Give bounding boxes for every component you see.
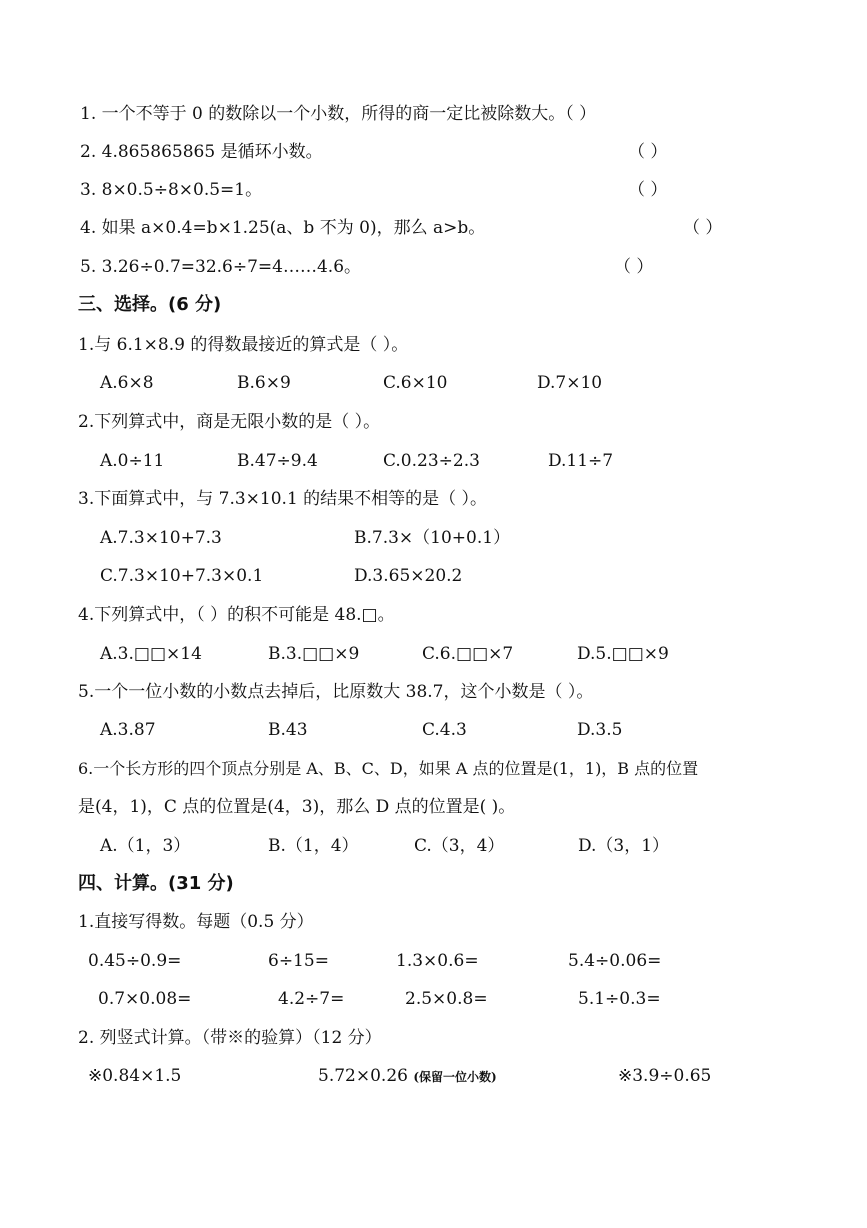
calc-q1-item: 4.2÷7= [278,989,345,1009]
section-4-title: 四、计算。(31 分) [78,873,234,894]
choice-q1-option-c[interactable]: C.6×10 [383,373,448,393]
calc-q1-item: 2.5×0.8= [405,989,488,1009]
calc-q2-stem: 2. 列竖式计算。（带※的验算）（12 分） [78,1028,382,1048]
calc-q2-item-3: ※3.9÷0.65 [618,1066,712,1086]
choice-q6-option-b[interactable]: B.（1，4） [268,836,359,856]
judge-item-3-answer-paren[interactable]: （ ） [628,180,668,200]
choice-q3-option-d[interactable]: D.3.65×20.2 [354,566,463,586]
choice-q1-option-b[interactable]: B.6×9 [237,373,291,393]
judge-item-1: 1. 一个不等于 0 的数除以一个小数，所得的商一定比被除数大。（ ） [80,104,597,124]
choice-q5-option-b[interactable]: B.43 [268,720,308,740]
choice-q1-option-d[interactable]: D.7×10 [537,373,603,393]
calc-q2-item-1: ※0.84×1.5 [88,1066,182,1086]
choice-q3-stem: 3.下面算式中，与 7.3×10.1 的结果不相等的是（ ）。 [78,489,488,509]
choice-q2-option-b[interactable]: B.47÷9.4 [237,451,318,471]
judge-item-4: 4. 如果 a×0.4=b×1.25(a、b 不为 0)，那么 a>b。 [80,218,486,238]
judge-item-3: 3. 8×0.5÷8×0.5=1。 [80,180,263,200]
choice-q1-stem: 1.与 6.1×8.9 的得数最接近的算式是（ ）。 [78,335,409,355]
section-3-title: 三、选择。(6 分) [78,294,222,315]
calc-q1-stem: 1.直接写得数。每题（0.5 分） [78,912,314,932]
choice-q5-stem: 5.一个一位小数的小数点去掉后，比原数大 38.7，这个小数是（ ）。 [78,682,594,702]
calc-q1-item: 0.45÷0.9= [88,951,182,971]
choice-q6-option-d[interactable]: D.（3，1） [578,836,670,856]
choice-q4-option-b[interactable]: B.3.□□×9 [268,644,360,664]
calc-q1-item: 6÷15= [268,951,329,971]
calc-q2-item-2 [318,1064,497,1089]
choice-q4-option-d[interactable]: D.5.□□×9 [577,644,669,664]
choice-q2-option-c[interactable]: C.0.23÷2.3 [383,451,480,471]
choice-q1-option-a[interactable]: A.6×8 [100,373,154,393]
judge-item-2: 2. 4.865865865 是循环小数。 [80,142,323,162]
calc-q1-item: 5.1÷0.3= [578,989,661,1009]
calc-q2-item-2-expression: 5.72×0.26 [318,1066,408,1086]
choice-q4-stem: 4.下列算式中，（ ）的积不可能是 48.□。 [78,605,395,625]
choice-q2-option-d[interactable]: D.11÷7 [548,451,614,471]
choice-q6-option-a[interactable]: A.（1，3） [100,836,191,856]
judge-item-2-answer-paren[interactable]: （ ） [628,142,668,162]
judge-item-5-answer-paren[interactable]: （ ） [614,257,654,277]
choice-q2-stem: 2.下列算式中，商是无限小数的是（ ）。 [78,412,381,432]
calc-q2-item-2-note: (保留一位小数) [413,1070,497,1084]
calc-q1-item: 1.3×0.6= [396,951,479,971]
choice-q3-option-c[interactable]: C.7.3×10+7.3×0.1 [100,566,264,586]
calc-q1-item: 0.7×0.08= [98,989,192,1009]
choice-q5-option-c[interactable]: C.4.3 [422,720,467,740]
choice-q2-option-a[interactable]: A.0÷11 [100,451,165,471]
choice-q3-option-a[interactable]: A.7.3×10+7.3 [100,528,222,548]
choice-q6-stem-line-2: 是(4，1)，C 点的位置是(4，3)，那么 D 点的位置是( )。 [78,797,516,817]
choice-q3-option-b[interactable]: B.7.3×（10+0.1） [354,528,511,548]
calc-q1-item: 5.4÷0.06= [568,951,662,971]
choice-q6-stem-line-1: 6.一个长方形的四个顶点分别是 A、B、C、D，如果 A 点的位置是(1，1)，B 点的位置 [78,759,699,778]
judge-item-4-answer-paren[interactable]: （ ） [683,218,723,238]
choice-q4-option-a[interactable]: A.3.□□×14 [100,644,202,664]
choice-q4-option-c[interactable]: C.6.□□×7 [422,644,514,664]
choice-q5-option-d[interactable]: D.3.5 [577,720,623,740]
choice-q6-option-c[interactable]: C.（3，4） [414,836,505,856]
choice-q5-option-a[interactable]: A.3.87 [100,720,156,740]
judge-item-5: 5. 3.26÷0.7=32.6÷7=4……4.6。 [80,257,362,277]
